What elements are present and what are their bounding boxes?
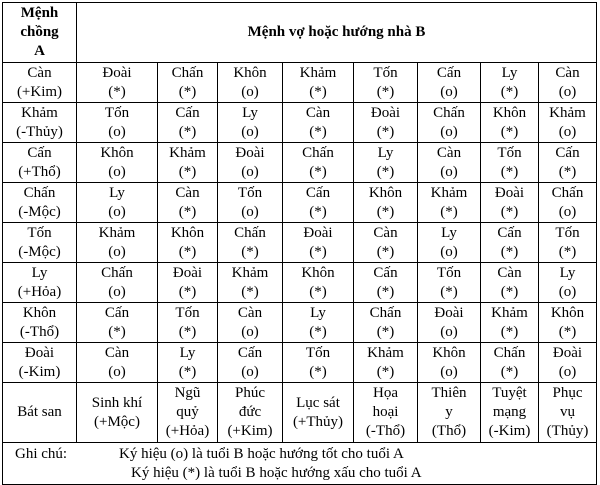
table-cell: [481, 143, 539, 183]
cell-mark: (o): [241, 203, 259, 220]
cell-name: Khôn: [550, 304, 585, 321]
corner-line: chồng: [20, 24, 59, 40]
table-row: [3, 223, 597, 263]
table-cell: [158, 303, 218, 343]
cell-name: Chấn: [234, 224, 266, 241]
cell-mark: (*): [500, 283, 519, 300]
cell-name: Cấn: [104, 304, 130, 321]
cell-mark: (*): [500, 203, 519, 220]
cell-name: Chấn: [433, 104, 465, 121]
table-cell: [218, 223, 283, 263]
table-cell: [539, 223, 597, 263]
cell-mark: (*): [376, 323, 395, 340]
bat-san-line: mạng: [492, 404, 527, 420]
cell-name: Chấn: [493, 344, 526, 361]
bat-san-line: Sinh khí: [91, 394, 143, 411]
row-label: [3, 223, 77, 263]
cell-name: Cấn: [237, 344, 263, 361]
table-cell: [354, 303, 418, 343]
table-cell: [218, 143, 283, 183]
cell-name: Cấn: [497, 224, 522, 241]
bat-san-cell: [218, 383, 283, 443]
table-cell: [283, 343, 354, 383]
cell-mark: (*): [178, 203, 197, 220]
feng-shui-table: [2, 2, 597, 485]
note-line-1: Ký hiệu (o) là tuổi B hoặc hướng tốt cho tuổi A: [119, 445, 404, 462]
row-label-line: Khảm: [21, 104, 58, 121]
row-label-line: Đoài: [24, 344, 55, 361]
bat-san-cell: [539, 383, 597, 443]
cell-name: Cấn: [305, 184, 331, 201]
table-cell: [158, 103, 218, 143]
cell-name: Ly: [377, 144, 394, 161]
note-line-2: Ký hiệu (*) là tuổi B hoặc hướng xấu cho tuổi A: [131, 464, 422, 481]
note-cell: [3, 443, 597, 485]
cell-mark: (*): [376, 163, 395, 180]
table-row: [3, 303, 597, 343]
cell-mark: (*): [178, 243, 197, 260]
cell-mark: (*): [178, 363, 197, 380]
cell-mark: (*): [241, 283, 259, 300]
bat-san-line: Họa: [373, 385, 398, 401]
table-cell: [354, 263, 418, 303]
bat-san-cell: [283, 383, 354, 443]
cell-name: Khảm: [299, 64, 337, 81]
bat-san-line: (+Kim): [227, 423, 273, 439]
cell-name: Tốn: [436, 264, 462, 281]
cell-mark: (*): [440, 203, 458, 220]
table-cell: [283, 183, 354, 223]
cell-mark: (o): [440, 243, 458, 260]
cell-name: Đoài: [172, 264, 203, 281]
table-cell: [158, 63, 218, 103]
bat-san-cell: [354, 383, 418, 443]
table-cell: [218, 183, 283, 223]
table-cell: [481, 63, 539, 103]
table-cell: [481, 103, 539, 143]
note-row: [3, 443, 597, 485]
cell-mark: (*): [178, 123, 197, 140]
cell-mark: (o): [440, 83, 458, 100]
bat-san-line: Tuyệt: [492, 385, 527, 401]
cell-mark: (o): [108, 283, 126, 300]
bat-san-cell: [158, 383, 218, 443]
row-label-line: Cấn: [27, 144, 52, 161]
bat-san-line: Thiên: [431, 385, 467, 401]
cell-mark: (*): [500, 363, 519, 380]
cell-mark: (*): [309, 363, 327, 380]
cell-name: Đoài: [235, 144, 265, 161]
cell-name: Khảm: [549, 104, 586, 121]
cell-mark: (o): [241, 163, 259, 180]
cell-mark: (*): [376, 283, 395, 300]
table-cell: [418, 223, 481, 263]
table-cell: [354, 143, 418, 183]
table-cell: [158, 143, 218, 183]
cell-mark: (o): [558, 363, 577, 380]
table-cell: [418, 263, 481, 303]
bat-san-line: hoại: [372, 404, 399, 420]
row-label-line: (+Kim): [16, 83, 63, 100]
table-cell: [77, 183, 158, 223]
table-title: Mệnh vợ hoặc hướng nhà B: [77, 3, 597, 63]
bat-san-line: (Thổ): [431, 423, 467, 439]
table-cell: [158, 183, 218, 223]
row-label-line: (-Mộc): [18, 203, 61, 220]
cell-name: Ly: [310, 304, 326, 321]
table-row: [3, 63, 597, 103]
row-label-line: (-Thổ): [19, 323, 60, 340]
cell-mark: (*): [500, 243, 519, 260]
table-cell: [354, 63, 418, 103]
cell-name: Chấn: [551, 184, 584, 201]
row-label-line: Ly: [31, 264, 48, 281]
cell-mark: (*): [376, 363, 395, 380]
bat-san-line: Phục: [552, 385, 583, 401]
table-cell: [539, 63, 597, 103]
cell-mark: (o): [558, 283, 577, 300]
cell-mark: (o): [241, 323, 259, 340]
cell-name: Ly: [501, 64, 518, 81]
table-cell: [218, 263, 283, 303]
row-label-line: Càn: [27, 64, 52, 81]
cell-name: Chấn: [101, 264, 133, 281]
table-cell: [418, 183, 481, 223]
cell-mark: (*): [309, 283, 327, 300]
cell-mark: (*): [178, 283, 197, 300]
table-cell: [539, 343, 597, 383]
cell-mark: (o): [558, 83, 577, 100]
cell-mark: (*): [178, 323, 197, 340]
table-cell: [354, 223, 418, 263]
cell-name: Chấn: [369, 304, 402, 321]
table-cell: [481, 263, 539, 303]
cell-name: Tốn: [555, 224, 580, 241]
table-cell: [77, 223, 158, 263]
cell-name: Đoài: [303, 224, 333, 241]
row-label-line: (+Thổ): [18, 163, 61, 180]
row-label-line: Tốn: [27, 224, 52, 241]
cell-name: Tốn: [373, 64, 398, 81]
table-cell: [418, 63, 481, 103]
cell-name: Càn: [305, 104, 331, 121]
cell-mark: (*): [309, 323, 327, 340]
table-cell: [218, 103, 283, 143]
bat-san-line: đức: [238, 404, 262, 420]
note-label: Ghi chú:: [15, 445, 68, 462]
cell-mark: (*): [500, 123, 519, 140]
cell-name: Khôn: [368, 184, 403, 201]
table-cell: [77, 63, 158, 103]
cell-name: Ly: [559, 264, 576, 281]
table-cell: [354, 183, 418, 223]
bat-san-line: (-Thổ): [365, 423, 406, 439]
row-label: [3, 63, 77, 103]
cell-name: Khảm: [169, 144, 206, 161]
table-cell: [218, 343, 283, 383]
table-cell: [77, 263, 158, 303]
cell-mark: (*): [108, 323, 126, 340]
cell-mark: (o): [108, 123, 126, 140]
table-cell: [539, 263, 597, 303]
cell-mark: (*): [309, 163, 327, 180]
cell-name: Cấn: [555, 144, 580, 161]
cell-mark: (*): [309, 83, 327, 100]
cell-mark: (*): [500, 163, 519, 180]
bat-san-cell: [418, 383, 481, 443]
cell-mark: (*): [440, 283, 458, 300]
cell-name: Chấn: [302, 144, 334, 161]
table-cell: [158, 343, 218, 383]
table-cell: [283, 263, 354, 303]
cell-mark: (*): [241, 243, 259, 260]
cell-mark: (*): [309, 203, 327, 220]
table-cell: [283, 103, 354, 143]
table-cell: [158, 263, 218, 303]
cell-name: Đoài: [552, 344, 583, 361]
row-label-line: (-Thủy): [16, 123, 63, 140]
cell-mark: (o): [558, 123, 577, 140]
table-cell: [77, 143, 158, 183]
cell-name: Đoài: [370, 104, 401, 121]
row-label-line: Khôn: [22, 304, 57, 321]
row-label: [3, 343, 77, 383]
cell-mark: (o): [440, 323, 458, 340]
cell-name: Khôn: [301, 264, 335, 281]
table-row: [3, 343, 597, 383]
row-label: [3, 183, 77, 223]
cell-name: Tốn: [237, 184, 263, 201]
corner-line: A: [34, 43, 45, 59]
bat-san-line: (+Mộc): [94, 413, 140, 430]
row-label-line: (-Kim): [18, 363, 61, 380]
table-cell: [283, 303, 354, 343]
row-label: [3, 303, 77, 343]
table-cell: [218, 303, 283, 343]
cell-name: Càn: [555, 64, 580, 81]
bat-san-line: (Thủy): [546, 423, 589, 439]
cell-mark: (*): [309, 123, 327, 140]
bat-san-cell: [77, 383, 158, 443]
cell-name: Càn: [237, 304, 263, 321]
bat-san-cell: [481, 383, 539, 443]
table-row: [3, 183, 597, 223]
cell-name: Càn: [175, 184, 200, 201]
row-label: [3, 263, 77, 303]
cell-name: Cấn: [373, 264, 398, 281]
cell-name: Càn: [497, 264, 522, 281]
table-cell: [539, 183, 597, 223]
bat-san-line: (-Kim): [488, 423, 531, 439]
cell-name: Đoài: [102, 64, 132, 81]
corner-header: [3, 3, 77, 63]
cell-name: Chấn: [171, 64, 204, 81]
cell-name: Ly: [109, 184, 125, 201]
table-cell: [481, 303, 539, 343]
table-cell: [218, 63, 283, 103]
cell-name: Càn: [104, 344, 130, 361]
table-cell: [418, 143, 481, 183]
cell-name: Khôn: [170, 224, 205, 241]
row-label-line: (+Hỏa): [17, 283, 62, 300]
cell-name: Tốn: [305, 344, 331, 361]
cell-mark: (*): [500, 323, 519, 340]
cell-mark: (*): [108, 83, 126, 100]
cell-mark: (o): [440, 123, 458, 140]
table-cell: [539, 103, 597, 143]
row-label-line: Chấn: [23, 184, 56, 201]
cell-mark: (o): [241, 363, 259, 380]
bat-san-line: (+Thủy): [292, 413, 344, 430]
bat-san-row: [3, 383, 597, 443]
cell-mark: (*): [376, 243, 395, 260]
bat-san-line: quỷ: [176, 404, 199, 420]
table-cell: [418, 343, 481, 383]
cell-mark: (*): [309, 243, 327, 260]
table-cell: [481, 343, 539, 383]
cell-name: Khảm: [491, 304, 528, 321]
table-row: [3, 263, 597, 303]
cell-name: Tốn: [104, 104, 130, 121]
table-cell: [539, 143, 597, 183]
corner-line: Mệnh: [20, 5, 59, 21]
cell-name: Khảm: [231, 264, 269, 281]
cell-mark: (o): [558, 203, 577, 220]
table-cell: [283, 63, 354, 103]
bat-san-line: vụ: [560, 404, 575, 420]
bat-san-line: Ngũ: [174, 385, 201, 401]
cell-mark: (*): [376, 123, 395, 140]
table-cell: [539, 303, 597, 343]
table-row: [3, 143, 597, 183]
cell-name: Ly: [179, 344, 196, 361]
row-label: [3, 103, 77, 143]
table-cell: [158, 223, 218, 263]
row-label: [3, 143, 77, 183]
cell-name: Khôn: [100, 144, 134, 161]
cell-mark: (*): [558, 243, 577, 260]
table-cell: [77, 343, 158, 383]
cell-mark: (*): [558, 163, 577, 180]
cell-name: Càn: [373, 224, 398, 241]
table-cell: [354, 343, 418, 383]
table-cell: [481, 223, 539, 263]
bat-san-line: (+Hỏa): [165, 423, 210, 439]
row-label-line: (-Mộc): [18, 243, 61, 260]
cell-name: Ly: [441, 224, 457, 241]
table-cell: [418, 103, 481, 143]
cell-mark: (o): [108, 163, 126, 180]
bat-san-line: y: [445, 404, 453, 420]
cell-mark: (*): [376, 83, 395, 100]
cell-name: Khảm: [367, 344, 404, 361]
cell-mark: (o): [108, 363, 126, 380]
cell-name: Cấn: [175, 104, 200, 121]
cell-mark: (o): [440, 163, 458, 180]
cell-name: Khôn: [233, 64, 267, 81]
cell-name: Khôn: [432, 344, 466, 361]
table-cell: [354, 103, 418, 143]
cell-mark: (o): [108, 243, 126, 260]
cell-name: Tốn: [497, 144, 522, 161]
table-cell: [418, 303, 481, 343]
cell-mark: (*): [178, 83, 197, 100]
cell-mark: (o): [108, 203, 126, 220]
cell-name: Cấn: [436, 64, 462, 81]
table-cell: [77, 103, 158, 143]
bat-san-label: Bát san: [3, 383, 77, 443]
table-cell: [77, 303, 158, 343]
cell-name: Khôn: [492, 104, 527, 121]
cell-mark: (*): [558, 323, 577, 340]
cell-mark: (*): [178, 163, 197, 180]
cell-mark: (o): [241, 83, 259, 100]
cell-name: Đoài: [434, 304, 464, 321]
cell-name: Khảm: [430, 184, 468, 201]
cell-mark: (*): [500, 83, 519, 100]
cell-name: Khảm: [98, 224, 136, 241]
cell-name: Đoài: [494, 184, 525, 201]
bat-san-line: Lục sát: [296, 394, 340, 411]
cell-name: Càn: [436, 144, 462, 161]
table-cell: [283, 223, 354, 263]
cell-name: Ly: [242, 104, 258, 121]
table-cell: [283, 143, 354, 183]
cell-mark: (*): [376, 203, 395, 220]
cell-mark: (o): [440, 363, 458, 380]
table-row: [3, 103, 597, 143]
bat-san-line: Phúc: [235, 385, 265, 401]
cell-mark: (o): [241, 123, 259, 140]
cell-name: Tốn: [175, 304, 200, 321]
table-cell: [481, 183, 539, 223]
